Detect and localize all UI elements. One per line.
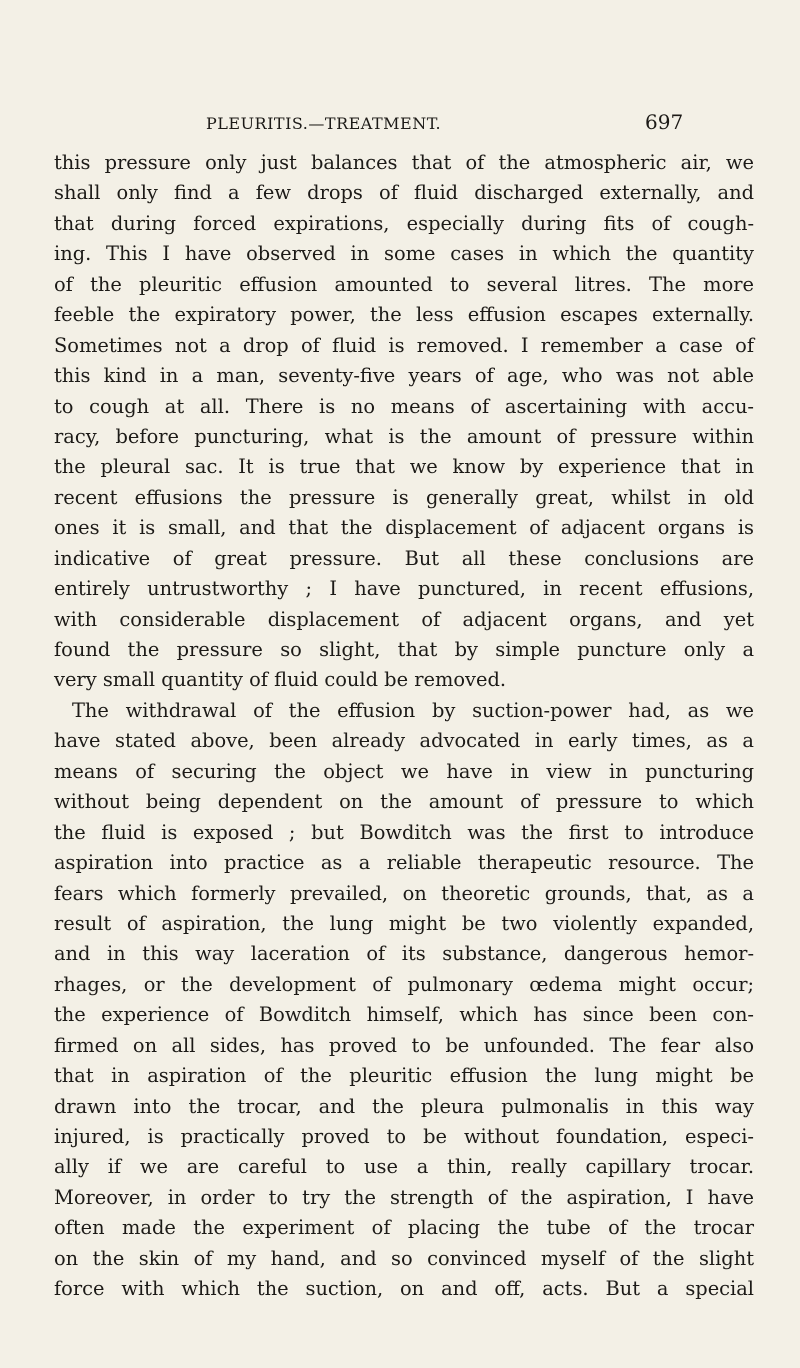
text-line: Sometimes not a drop of fluid is removed. I remember a case of [54,333,754,357]
text-line: Moreover, in order to try the strength of the aspiration, I have [54,1185,754,1209]
text-line: this kind in a man, seventy-five years of age, who was not able [54,364,754,388]
text-line: recent effusions the pressure is generally great, whilst in old [54,485,754,509]
text-line: aspiration into practice as a reliable therapeutic resource. The [54,851,754,875]
text-line: indicative of great pressure. But all these conclusions are [54,546,754,570]
text-line: on the skin of my hand, and so convinced myself of the slight [54,1246,754,1270]
text-line: means of securing the object we have in view in puncturing [54,759,754,783]
running-head [0,110,800,144]
text-line: to cough at all. There is no means of ascertaining with accu- [54,394,754,418]
text-line: racy, before puncturing, what is the amount of pressure within [54,424,754,448]
text-line: with considerable displacement of adjacent organs, and yet [54,607,754,631]
text-line: the pleural sac. It is true that we know by experience that in [54,455,754,479]
text-line: and in this way laceration of its substance, dangerous hemor- [54,942,754,966]
text-line: fears which formerly prevailed, on theoretic grounds, that, as a [54,881,754,905]
text-line: that in aspiration of the pleuritic effusion the lung might be [54,1064,754,1088]
page-number: 697 [645,110,684,134]
text-line: injured, is practically proved to be without foundation, especi- [54,1125,754,1148]
text-line: found the pressure so slight, that by simple puncture only a [54,638,754,661]
body-text [54,148,754,1305]
text-line: this pressure only just balances that of the atmospheric air, we [54,151,754,174]
text-line: entirely untrustworthy ; I have punctured, in recent effusions, [54,577,754,601]
text-line: force with which the suction, on and off, acts. But a special [54,1277,754,1301]
text-line: rhages, or the development of pulmonary œdema might occur; [54,972,754,996]
text-line: the experience of Bowditch himself, which has since been con- [54,1003,754,1027]
text-line: result of aspiration, the lung might be two violently expanded, [54,911,754,935]
text-line: firmed on all sides, has proved to be unfounded. The fear also [54,1033,754,1057]
text-line: that during forced expirations, especially during fits of cough- [54,211,754,235]
text-line: feeble the expiratory power, the less effusion escapes externally. [54,303,754,327]
paragraph-start-line: The withdrawal of the effusion by suction-power had, as we [72,698,754,722]
text-line: of the pleuritic effusion amounted to several litres. The more [54,272,754,296]
running-head-title: PLEURITIS.—TREATMENT. [206,114,442,133]
text-line: without being dependent on the amount of pressure to which [54,790,754,814]
text-line: the fluid is exposed ; but Bowditch was the first to introduce [54,820,754,844]
text-line: have stated above, been already advocated in early times, as a [54,729,754,753]
text-line: ing. This I have observed in some cases in which the quantity [54,242,754,266]
text-line: shall only find a few drops of fluid discharged externally, and [54,181,754,205]
paragraph-end-line: very small quantity of fluid could be removed. [54,668,507,692]
text-line: ones it is small, and that the displacement of adjacent organs is [54,516,754,540]
text-line: ally if we are careful to use a thin, really capillary trocar. [54,1155,754,1179]
text-line: often made the experiment of placing the tube of the trocar [54,1216,754,1240]
text-line: drawn into the trocar, and the pleura pulmonalis in this way [54,1094,754,1118]
